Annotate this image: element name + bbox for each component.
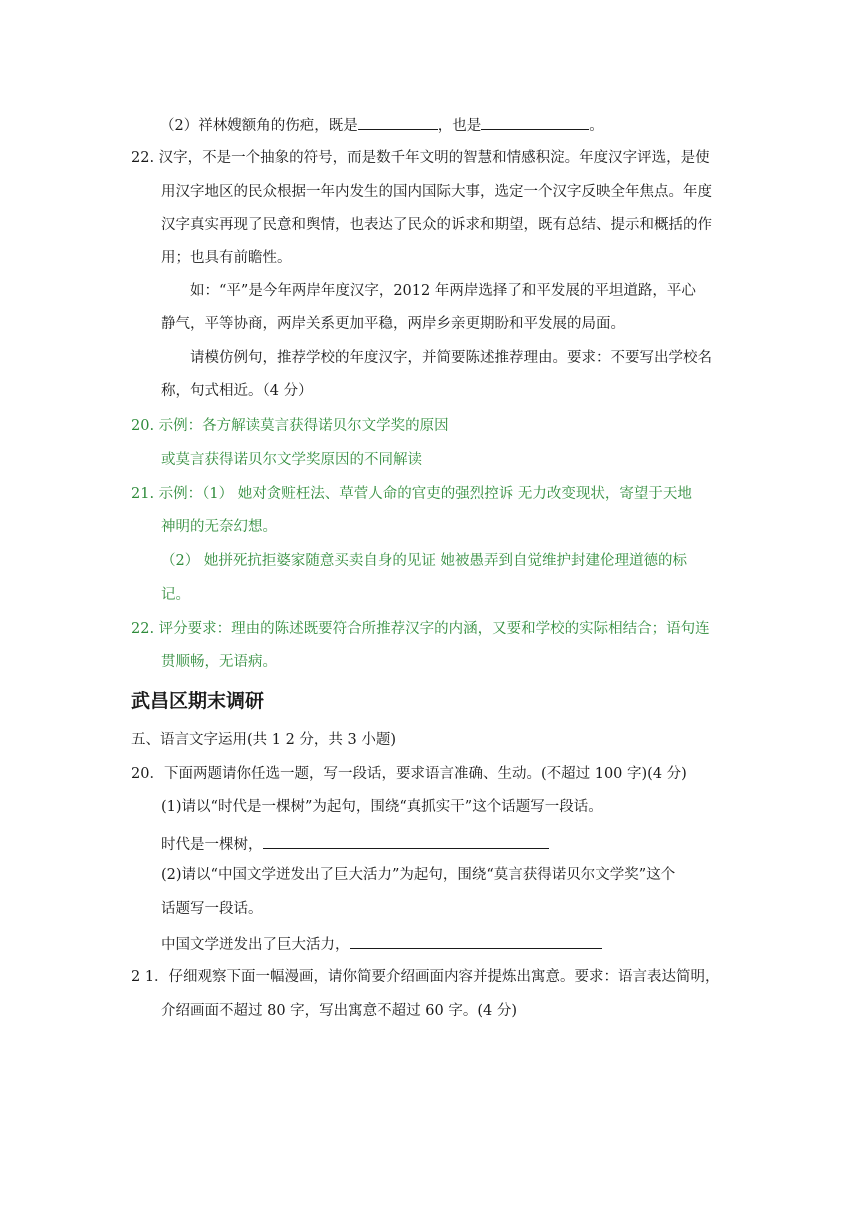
q21-sub2-prefix: （2）祥林嫂额角的伤疤，既是: [160, 118, 358, 134]
answer-blank[interactable]: [481, 114, 589, 130]
answer-blank[interactable]: [350, 933, 602, 949]
q22-line-1: 22. 汉字，不是一个抽象的符号，而是数千年文明的智慧和情感积淀。年度汉字评选，是使: [131, 150, 710, 166]
q22-example-line-1: 如：“平”是今年两岸年度汉字，2012 年两岸选择了和平发展的平坦道路，平心: [190, 283, 696, 299]
q21-sub2-middle: ，也是: [437, 118, 482, 134]
q20-option-2-line-1: (2)请以“中国文学迸发出了巨大活力”为起句，围绕“莫言获得诺贝尔文学奖”这个: [161, 867, 676, 883]
q22-line-2: 用汉字地区的民众根据一年内发生的国内国际大事，选定一个汉字反映全年焦点。年度: [161, 184, 712, 200]
q20-option-2-line-2: 话题写一段话。: [161, 901, 263, 917]
answer-21-line-4: 记。: [161, 587, 190, 603]
answer-21-line-1: 21. 示例：（1） 她对贪赃枉法、草菅人命的官吏的强烈控诉 无力改变现状，寄望于天地: [131, 486, 692, 502]
section-heading: 五、语言文字运用(共 1 2 分，共 3 小题): [131, 732, 397, 748]
q22-instruction-line-2: 称，句式相近。（4 分）: [161, 383, 313, 399]
q20-option-1-starter: 时代是一棵树，: [161, 837, 263, 853]
q21-prompt-line-1: 2 1．仔细观察下面一幅漫画，请你简要介绍画面内容并提炼出寓意。要求：语言表达简明，: [131, 969, 720, 985]
answer-blank[interactable]: [358, 114, 438, 130]
answer-20-line-1: 20. 示例：各方解读莫言获得诺贝尔文学奖的原因: [131, 418, 449, 434]
q22-example-line-2: 静气，平等协商，两岸关系更加平稳，两岸乡亲更期盼和平发展的局面。: [161, 316, 625, 332]
q20-option-1-fill: [161, 833, 549, 855]
answer-22-line-1: 22. 评分要求：理由的陈述既要符合所推荐汉字的内涵，又要和学校的实际相结合；语句连: [131, 621, 710, 637]
q22-line-4: 用；也具有前瞻性。: [161, 250, 292, 266]
q21-sub2-end: 。: [589, 118, 604, 134]
q22-instruction-line-1: 请模仿例句，推荐学校的年度汉字，并简要陈述推荐理由。要求：不要写出学校名: [190, 350, 712, 366]
q21-prompt-line-2: 介绍画面不超过 80 字，写出寓意不超过 60 字。(4 分): [161, 1003, 517, 1019]
answer-21-line-3: （2） 她拼死抗拒婆家随意买卖自身的见证 她被愚弄到自觉维护封建伦理道德的标: [161, 553, 687, 569]
section-title: 武昌区期末调研: [131, 690, 265, 712]
answer-20-line-2: 或莫言获得诺贝尔文学奖原因的不同解读: [161, 452, 422, 468]
q20-option-1: (1)请以“时代是一棵树”为起句，围绕“真抓实干”这个话题写一段话。: [161, 799, 603, 815]
q20-option-2-starter: 中国文学迸发出了巨大活力，: [161, 937, 350, 953]
q20-option-2-fill: [161, 933, 602, 955]
q20-prompt: 20．下面两题请你任选一题，写一段话，要求语言准确、生动。(不超过 100 字)(4 分): [131, 766, 687, 782]
q21-sub2-line: [160, 114, 604, 136]
answer-21-line-2: 神明的无奈幻想。: [161, 519, 277, 535]
answer-blank[interactable]: [263, 833, 549, 849]
q22-line-3: 汉字真实再现了民意和舆情，也表达了民众的诉求和期望，既有总结、提示和概括的作: [161, 217, 712, 233]
answer-22-line-2: 贯顺畅，无语病。: [161, 654, 277, 670]
